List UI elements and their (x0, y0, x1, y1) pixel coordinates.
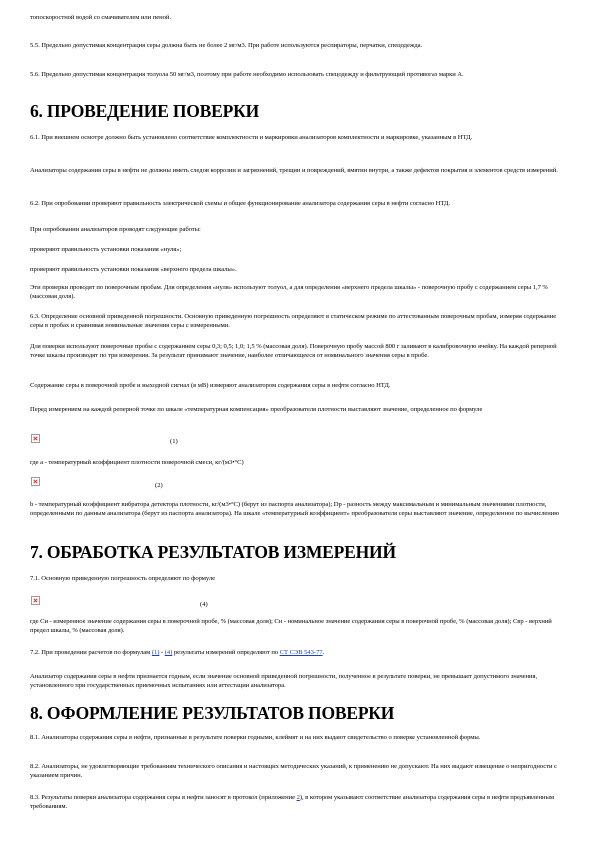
broken-image-icon (31, 477, 40, 486)
paragraph-6-3-c: Содержание серы в поверочной пробе и выходной сигнал (в мВ) измеряют анализатором содержания серы в нефти согласно НТД. (30, 382, 391, 389)
heading-section-8: 8. ОФОРМЛЕНИЕ РЕЗУЛЬТАТОВ ПОВЕРКИ (30, 703, 395, 723)
paragraph-6-1-b: Анализаторы содержания серы в нефти не должны иметь следов коррозии и загрязнений, трещин и повреждений, вмятин внутри, а также дефектов покрытия и элементов средств измерений. (30, 167, 558, 174)
paragraph-6-3-b: Для поверки используют поверочные пробы с содержанием серы 0,3; 0,5; 1,0; 1,5 % (массовая доля). Поверочную пробу массой 800 г заливают в калибровочную ячейку. На каждой реперной точке шкалы производят по три измерения. За результат принимают значение, наиболее отличающееся от номинального значения серы в пробе. (30, 343, 557, 360)
paragraph-top: топоскоростной водой со смачивателем или пеной. (30, 14, 171, 21)
equation-number-4: (4) (200, 601, 208, 608)
paragraph-8-1: 8.1. Анализаторы содержания серы в нефти, признанные в результате поверки годными, клеймят и на них выдают свидетельство о поверке установленной формы. (30, 734, 481, 741)
equation-number-1: (1) (170, 438, 178, 445)
appendix-2-link[interactable]: 2 (296, 794, 300, 801)
paragraph-6-2-d: проверяют правильность установки показания «верхнего предела шкалы». (30, 266, 237, 273)
heading-section-6: 6. ПРОВЕДЕНИЕ ПОВЕРКИ (30, 101, 259, 121)
formula-4-link[interactable]: (4) (164, 649, 173, 656)
paragraph-7-2-end: . (322, 649, 325, 656)
paragraph-6-2-c: проверяют правильность установки показания «нуля»; (30, 246, 182, 253)
paragraph-8-3 (30, 793, 563, 811)
paragraph-7-2-c: Анализатор содержания серы в нефти признается годным, если значение основной приведенной погрешности, полученное в результате поверки, не превышает допустимого значения, установленного при государственных приемочных испытаниях или аттестации анализатора. (30, 673, 538, 690)
paragraph-8-2: 8.2. Анализаторы, не удовлетворяющие требованиям технического описания и настоящих методических указаний, к применению не допускают. На них выдают извещение о непригодности с указанием причин. (30, 763, 557, 780)
paragraph-6-2-e: Эти проверки проводят по поверочным пробам. Для определения «нуля» используют толуол, а для определения «верхнего предела шкалы» - поверочную пробу с содержанием серы 1,7 % (массовая доля). (30, 284, 548, 301)
standard-link[interactable]: СТ СЭВ 543-77 (279, 649, 323, 656)
paragraph-8-3-text-a: 8.3. Результаты поверки анализатора содержания серы в нефти заносят в протокол (приложение (30, 794, 297, 801)
paragraph-b: b - температурный коэффициент вибратора детектора плотности, кг/(м3•°С) (берут из паспорта анализатора); Dр - разность между максимальным и минимальным значениями плотности, определенными по данным анализатора (берут из паспорта анализатора). На шкале «температурный коэффициент» преобразователя серы выставляют значение, определенное по вычислению (30, 501, 560, 518)
paragraph-6-3: 6.3. Определение основной приведенной погрешности. Основную приведенную погрешность определяют в статическом режиме по аттестованным поверочным пробам, измеряя содержание серы в пробах и сравнивая номинальные значения серы с измеренными. (30, 313, 557, 330)
paragraph-5-5: 5.5. Предельно допустимая концентрация серы должна быть не более 2 мг/м3. При работе используются респираторы, перчатки, спецодежда. (30, 42, 423, 49)
paragraph-7-2 (30, 648, 563, 657)
equation-number-2: (2) (155, 482, 163, 489)
broken-image-icon (31, 434, 40, 443)
paragraph-where-a: где а - температурный коэффициент плотности поверочной смеси, кг/(м3•°С) (30, 459, 244, 466)
formula-1-link[interactable]: (1) (151, 649, 160, 656)
paragraph-6-1: 6.1. При внешнем осмотре должно быть установлено соответствие комплектности и маркировки анализаторов комплектности и маркировке, указанным в НТД. (30, 134, 473, 141)
paragraph-8-3-text-b: ), в котором указывают соответствие анализатора содержания серы в нефти предъявленным требованиям. (30, 794, 554, 811)
paragraph-7-2-text-a: 7.2. При проведении расчетов по формулам (30, 649, 152, 656)
paragraph-6-3-d: Перед измерением на каждой реперной точке по шкале «температурная компенсация» преобразователя плотности выставляют значение, определенное по формуле (30, 406, 483, 413)
paragraph-7-1: 7.1. Основную приведенную погрешность определяют по формуле (30, 575, 215, 582)
paragraph-6-2-b: При опробовании анализаторов проводят следующие работы: (30, 226, 201, 233)
broken-image-icon (31, 596, 40, 605)
paragraph-7-2-dash: - (159, 649, 165, 656)
paragraph-6-2: 6.2. При опробовании проверяют правильность электрической схемы и общее функционирование анализатора содержания серы в нефти согласно НТД. (30, 200, 450, 207)
paragraph-7-1-b: где Си - измеренное значение содержания серы в поверочной пробе, % (массовая доля); Сн - номинальное значение содержания серы в поверочной пробе, % (массовая доля); Свр - верхний предел шкалы, % (массовая доля). (30, 618, 552, 635)
paragraph-5-6: 5.6. Предельно допустимая концентрация толуола 50 мг/м3, поэтому при работе необходимо использовать спецодежду и фильтрующий противогаз марки А. (30, 71, 464, 78)
paragraph-7-2-text-b: результаты измерений определяют по (172, 649, 280, 656)
heading-section-7: 7. ОБРАБОТКА РЕЗУЛЬТАТОВ ИЗМЕРЕНИЙ (30, 542, 396, 562)
